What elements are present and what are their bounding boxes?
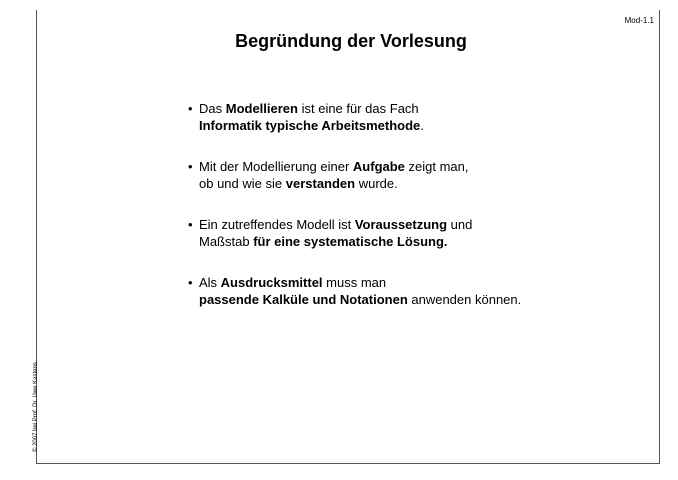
bullet-item (188, 216, 628, 250)
bullet-line: Als Ausdrucksmittel muss man (199, 275, 387, 290)
emphasis: Ausdrucksmittel (220, 275, 323, 290)
bullet-item (188, 274, 628, 308)
bullet-line: ob und wie sie verstanden wurde. (199, 176, 398, 191)
bullet-item (188, 100, 628, 134)
emphasis: Modellieren (225, 101, 298, 116)
bullet-dot: • (188, 101, 193, 116)
slide-id: Mod-1.1 (624, 16, 654, 25)
bullet-dot: • (188, 159, 193, 174)
bullet-line: Ein zutreffendes Modell ist Voraussetzung und (199, 217, 473, 232)
emphasis: für eine systematische Lösung. (253, 234, 448, 249)
slide-title: Begründung der Vorlesung (235, 31, 467, 51)
bullet-item (188, 158, 628, 192)
emphasis: verstanden (285, 176, 356, 191)
bullet-line: Mit der Modellierung einer Aufgabe zeigt man, (199, 159, 469, 174)
copyright-notice: © 2007 bei Prof. Dr. Uwe Kastens (33, 362, 39, 452)
bullet-line: Das Modellieren ist eine für das Fach (199, 101, 419, 116)
bullet-list (188, 100, 628, 332)
bullet-dot: • (188, 217, 193, 232)
bullet-line: passende Kalküle und Notationen anwenden können. (199, 292, 522, 307)
bullet-line: Maßstab für eine systematische Lösung. (199, 234, 448, 249)
bullet-dot: • (188, 275, 193, 290)
emphasis: Voraussetzung (354, 217, 448, 232)
bullet-line: Informatik typische Arbeitsmethode. (199, 118, 424, 133)
emphasis: Aufgabe (352, 159, 405, 174)
emphasis: passende Kalküle und Notationen (199, 292, 408, 307)
emphasis: Informatik typische Arbeitsmethode (199, 118, 421, 133)
